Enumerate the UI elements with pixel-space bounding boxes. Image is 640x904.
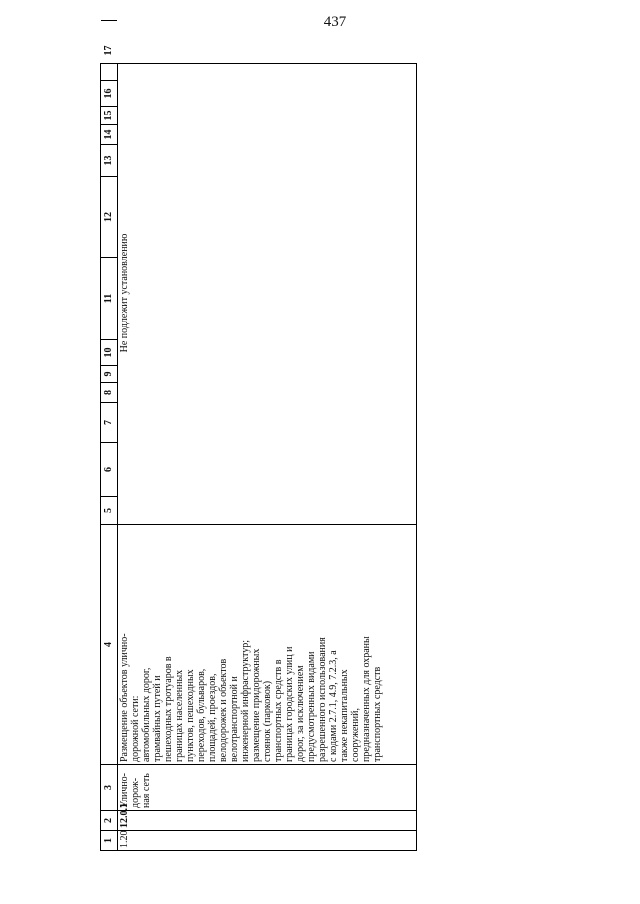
cell-use-name — [118, 764, 417, 810]
header-col-10: 10 — [101, 339, 117, 365]
header-col-16: 16 — [101, 80, 117, 106]
header-col-11: 11 — [101, 257, 117, 339]
table-body-row — [118, 64, 417, 850]
use-description-text: Размещение объектов улично- дорожной сети: автомобильных дорог, трамвайных путей и пешеходных тротуаров в границах населенных пунктов, пешеходных переходов, бульваров, площадей, проездов, велодорожек и объектов велотранспортной и инженерной инфраструктур; размещение придорожных стоянок (парковок) транспортных средств в границах городских улиц и дорог, за исключением предусмотренных видами разрешенного использования с кодами 2.7.1, 4.9, 7.2.3, а также некапитальных сооружений, предназначенных для охраны транспортных средств — [119, 633, 383, 762]
header-col-12: 12 — [101, 176, 117, 257]
header-col-1: 1 — [101, 830, 117, 850]
header-col-6: 6 — [101, 442, 117, 496]
table-container — [100, 45, 417, 851]
regulations-table — [100, 45, 417, 851]
row-number-text: 1.20 — [119, 830, 130, 848]
use-name-text: Улично- дорож- ная сеть — [119, 772, 152, 808]
code-text: 12.0.1 — [119, 803, 130, 828]
header-col-8: 8 — [101, 382, 117, 402]
header-col-17: 17 — [101, 20, 117, 80]
header-col-7: 7 — [101, 402, 117, 442]
header-col-4: 4 — [101, 524, 117, 764]
header-col-5: 5 — [101, 496, 117, 524]
cell-merged-5-19 — [118, 62, 417, 524]
merged-note-text: Не подлежит установлению — [119, 233, 130, 353]
header-col-9: 9 — [101, 365, 117, 382]
header-col-14: 14 — [101, 124, 117, 144]
table-header-row — [101, 45, 118, 850]
cell-use-description — [118, 524, 417, 764]
header-col-2: 2 — [101, 810, 117, 830]
header-col-13: 13 — [101, 144, 117, 176]
cell-row-number — [118, 830, 417, 850]
header-col-18 — [101, 0, 117, 20]
page-number: 437 — [323, 14, 347, 30]
cell-code — [118, 803, 417, 830]
header-col-3: 3 — [101, 764, 117, 810]
header-col-15: 15 — [101, 106, 117, 124]
